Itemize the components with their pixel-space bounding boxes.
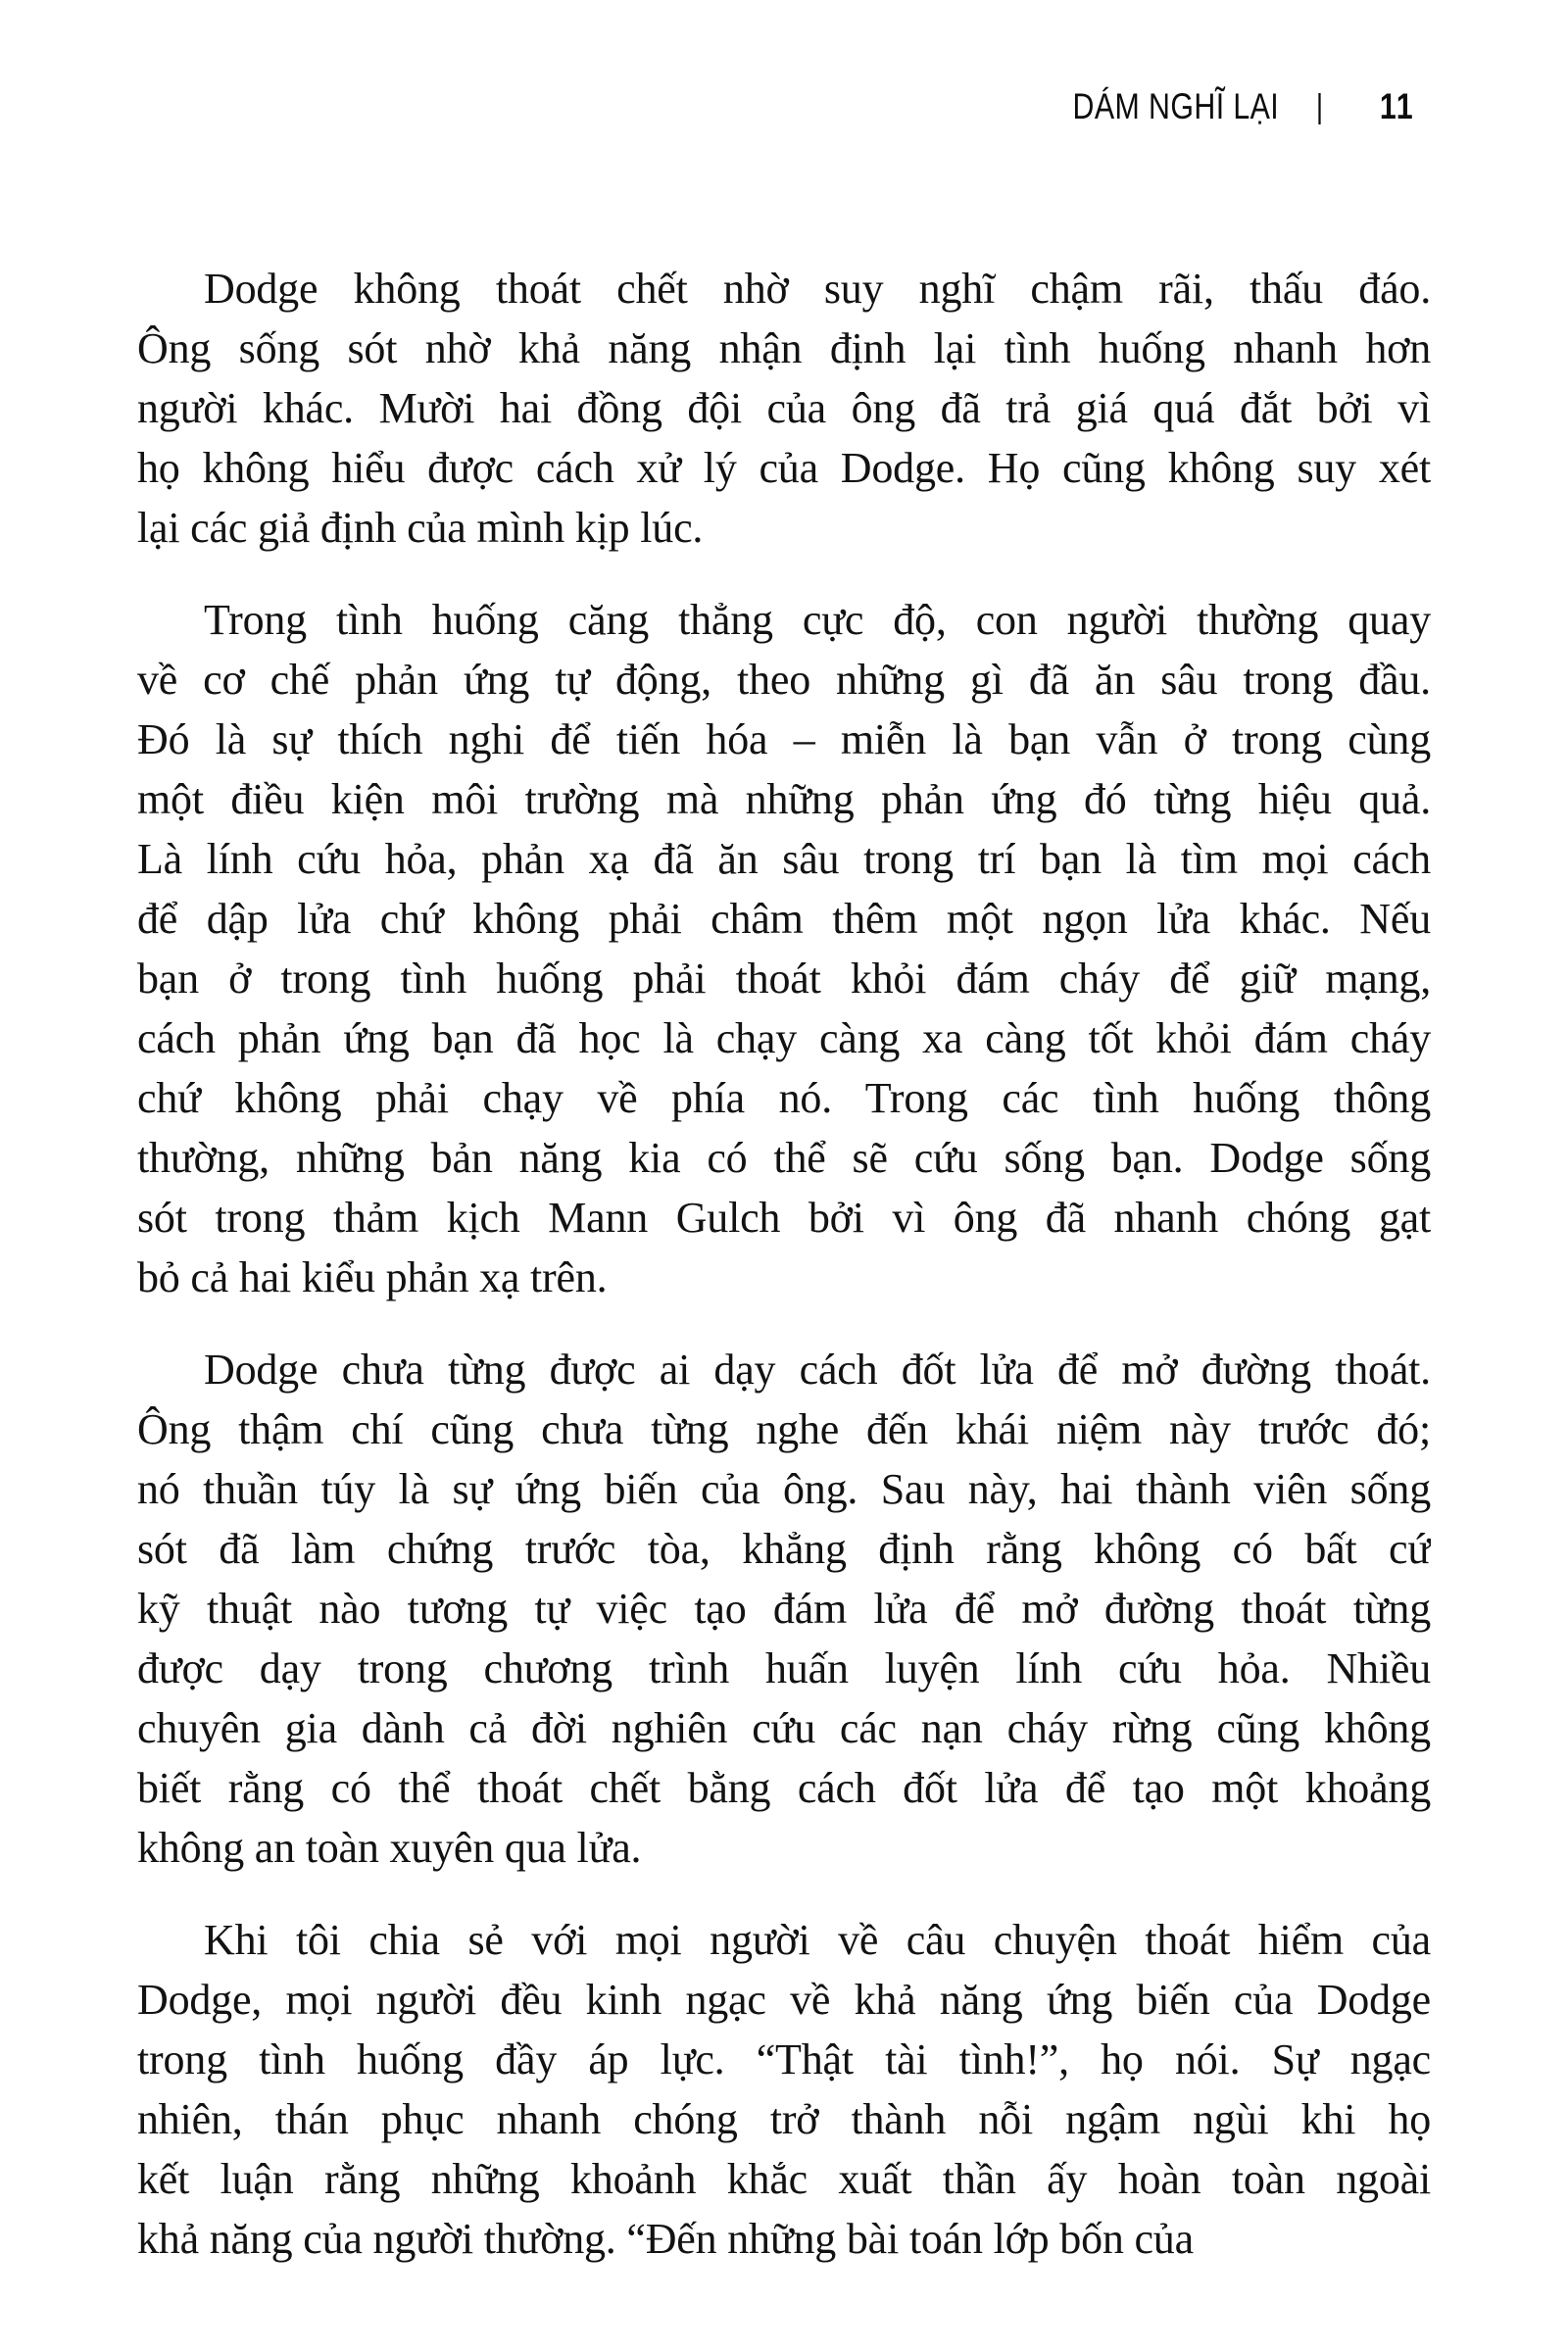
text-line: được dạy trong chương trình huấn luyện lính cứu hỏa. Nhiều <box>137 1644 1431 1692</box>
running-header <box>1072 86 1414 127</box>
text-line: trong tình huống đầy áp lực. “Thật tài tình!”, họ nói. Sự ngạc <box>137 2035 1431 2083</box>
book-title: DÁM NGHĨ LẠI <box>1072 86 1279 126</box>
text-line: họ không hiểu được cách xử lý của Dodge. Họ cũng không suy xét <box>137 444 1431 492</box>
text-line: cách phản ứng bạn đã học là chạy càng xa càng tốt khỏi đám cháy <box>137 1014 1431 1062</box>
text-line: Trong tình huống căng thẳng cực độ, con người thường quay <box>204 596 1431 644</box>
text-line: về cơ chế phản ứng tự động, theo những gì đã ăn sâu trong đầu. <box>137 656 1431 704</box>
text-line: sót đã làm chứng trước tòa, khẳng định rằng không có bất cứ <box>137 1525 1431 1573</box>
paragraph <box>137 1910 1431 2269</box>
text-line: chứ không phải chạy về phía nó. Trong các tình huống thông <box>137 1074 1431 1122</box>
text-line: Ông sống sót nhờ khả năng nhận định lại tình huống nhanh hơn <box>137 324 1431 372</box>
page-number: 11 <box>1379 86 1414 126</box>
text-line: Khi tôi chia sẻ với mọi người về câu chuyện thoát hiểm của <box>204 1916 1431 1964</box>
text-line: một điều kiện môi trường mà những phản ứng đó từng hiệu quả. <box>137 775 1431 823</box>
text-line: khả năng của người thường. “Đến những bài toán lớp bốn của <box>137 2215 1194 2263</box>
text-line: Là lính cứu hỏa, phản xạ đã ăn sâu trong trí bạn là tìm mọi cách <box>137 835 1431 883</box>
paragraph <box>137 1340 1431 1878</box>
text-line: kết luận rằng những khoảnh khắc xuất thần ấy hoàn toàn ngoài <box>137 2155 1431 2203</box>
text-line: không an toàn xuyên qua lửa. <box>137 1824 642 1872</box>
text-line: Ông thậm chí cũng chưa từng nghe đến khái niệm này trước đó; <box>137 1405 1431 1453</box>
text-line: Dodge không thoát chết nhờ suy nghĩ chậm rãi, thấu đáo. <box>204 265 1431 313</box>
text-line: sót trong thảm kịch Mann Gulch bởi vì ông đã nhanh chóng gạt <box>137 1194 1431 1242</box>
header-separator: | <box>1315 88 1324 125</box>
text-line: bỏ cả hai kiểu phản xạ trên. <box>137 1253 608 1301</box>
text-line: Dodge chưa từng được ai dạy cách đốt lửa để mở đường thoát. <box>204 1346 1431 1394</box>
text-line: nó thuần túy là sự ứng biến của ông. Sau này, hai thành viên sống <box>137 1465 1431 1513</box>
text-line: để dập lửa chứ không phải châm thêm một ngọn lửa khác. Nếu <box>137 895 1431 943</box>
text-line: bạn ở trong tình huống phải thoát khỏi đám cháy để giữ mạng, <box>137 955 1431 1003</box>
paragraph <box>137 259 1431 558</box>
page-body <box>137 259 1431 2269</box>
text-line: Đó là sự thích nghi để tiến hóa – miễn là bạn vẫn ở trong cùng <box>137 715 1431 763</box>
text-line: Dodge, mọi người đều kinh ngạc về khả năng ứng biến của Dodge <box>137 1976 1431 2024</box>
text-line: người khác. Mười hai đồng đội của ông đã trả giá quá đắt bởi vì <box>137 384 1431 432</box>
text-line: nhiên, thán phục nhanh chóng trở thành nỗi ngậm ngùi khi họ <box>137 2095 1431 2143</box>
text-line: biết rằng có thể thoát chết bằng cách đốt lửa để tạo một khoảng <box>137 1764 1431 1812</box>
paragraph <box>137 590 1431 1307</box>
text-line: thường, những bản năng kia có thể sẽ cứu sống bạn. Dodge sống <box>137 1134 1431 1182</box>
text-line: kỹ thuật nào tương tự việc tạo đám lửa để mở đường thoát từng <box>137 1585 1431 1633</box>
text-line: lại các giả định của mình kịp lúc. <box>137 504 704 552</box>
text-line: chuyên gia dành cả đời nghiên cứu các nạn cháy rừng cũng không <box>137 1704 1431 1752</box>
